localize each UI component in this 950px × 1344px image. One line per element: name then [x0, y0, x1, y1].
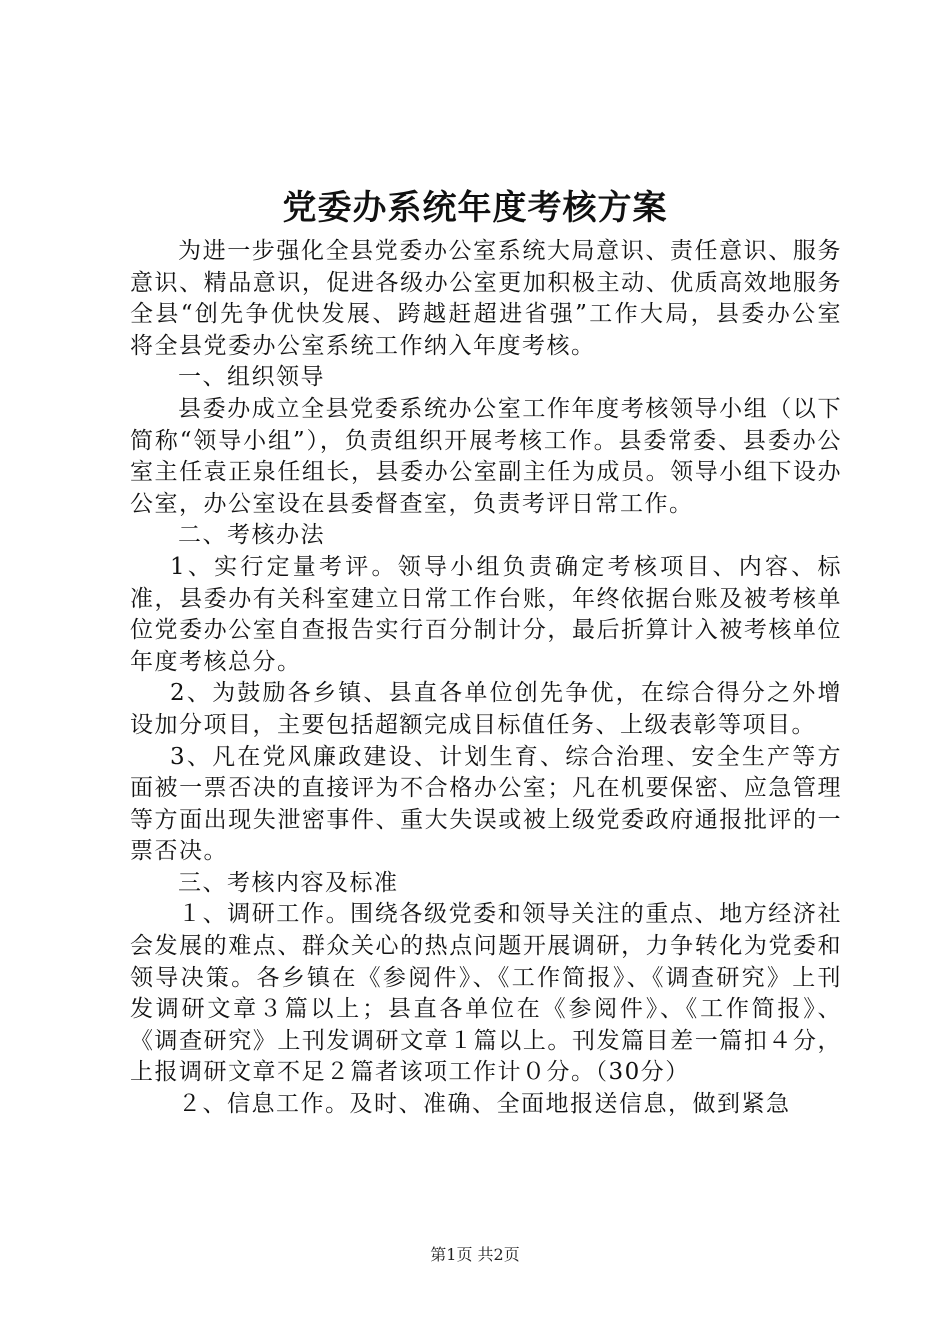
document-title: 党委办系统年度考核方案 [282, 188, 668, 228]
method-item-2: 2、为鼓励各乡镇、县直各单位创先争优，在综合得分之外增设加分项目，主要包括超额完成目标值任务、上级表彰等项目。 [130, 680, 842, 738]
organization-paragraph: 县委办成立全县党委系统办公室工作年度考核领导小组（以下简称“领导小组”），负责组织开展考核工作。县委常委、县委办公室主任袁正泉任组长，县委办公室副主任为成员。领导小组下设办公室，办公室设在县委督查室，负责考评日常工作。 [130, 395, 842, 517]
document-body [130, 236, 842, 1121]
intro-paragraph: 为进一步强化全县党委办公室系统大局意识、责任意识、服务意识、精品意识，促进各级办公室更加积极主动、优质高效地服务全县“创先争优快发展、跨越赶超进省强”工作大局，县委办公室将全县党委办公室系统工作纳入年度考核。 [130, 238, 842, 359]
content-item-1: １、调研工作。围绕各级党委和领导关注的重点、地方经济社会发展的难点、群众关心的热点问题开展调研，力争转化为党委和领导决策。各乡镇在《参阅件》、《工作简报》、《调查研究》上刊发调研文章３篇以上；县直各单位在《参阅件》、《工作简报》、《调查研究》上刊发调研文章１篇以上。刊发篇目差一篇扣４分，上报调研文章不足２篇者该项工作计０分。（30分） [130, 901, 842, 1086]
method-item-1: 1、实行定量考评。领导小组负责确定考核项目、内容、标准，县委办有关科室建立日常工作台账，年终依据台账及被考核单位党委办公室自查报告实行百分制计分，最后折算计入被考核单位年度考核总分。 [130, 553, 842, 675]
section-heading-organization: 一、组织领导 [178, 364, 325, 391]
content-item-2: ２、信息工作。及时、准确、全面地报送信息，做到紧急 [178, 1091, 791, 1118]
section-heading-content: 三、考核内容及标准 [178, 869, 399, 896]
page-footer: 第1页 共2页 [430, 1245, 520, 1264]
section-heading-method: 二、考核办法 [178, 522, 325, 549]
method-item-3: 3、凡在党风廉政建设、计划生育、综合治理、安全生产等方面被一票否决的直接评为不合格办公室；凡在机要保密、应急管理等方面出现失泄密事件、重大失误或被上级党委政府通报批评的一票否决。 [130, 743, 842, 865]
